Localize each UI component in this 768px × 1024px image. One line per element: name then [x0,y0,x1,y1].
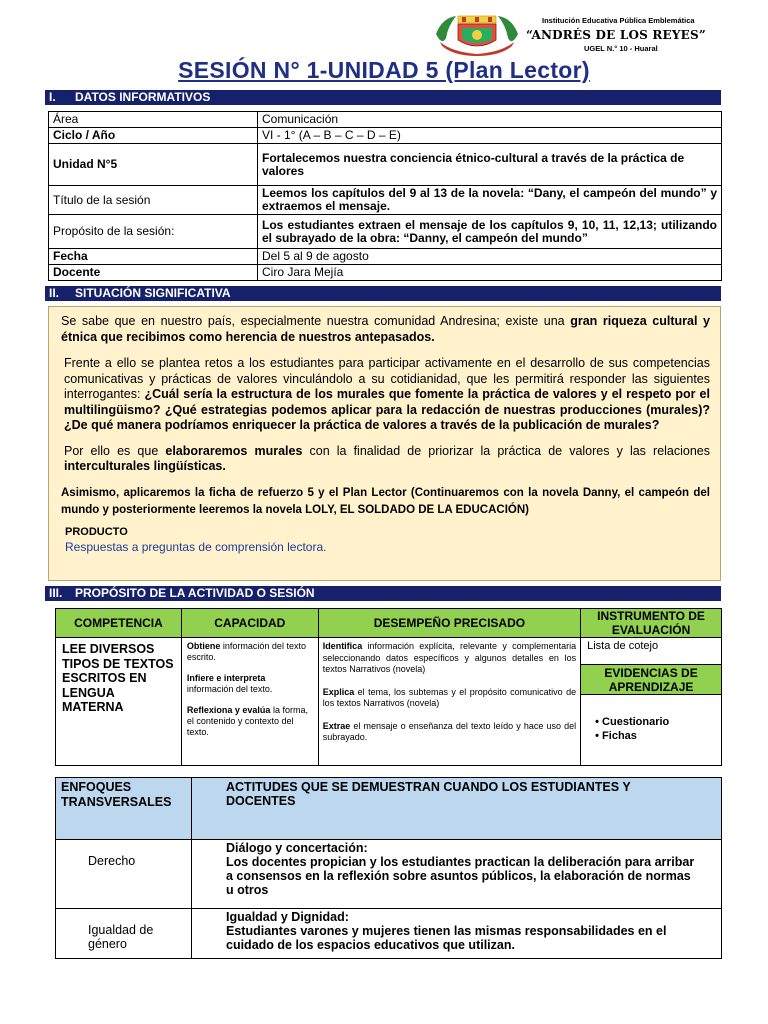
table-row [49,249,722,265]
fecha-value: Del 5 al 9 de agosto [258,249,722,265]
capacidad-item [187,673,313,695]
institution-type: Institución Educativa Pública Emblemática [542,16,695,25]
ugel-label: UGEL N.° 10 - Huaral [584,44,658,53]
situacion-significativa-box [48,306,721,581]
evidencia-text: Fichas [602,730,637,742]
desempeno-cell [318,638,580,766]
unidad-label: Unidad N°5 [49,144,258,186]
enfoque-name: Igualdad de género [56,909,192,959]
list-item [595,715,721,729]
text-run-bold: Identifica [322,641,363,651]
text-run: información del texto. [186,684,273,694]
text-run-bold: interculturales lingüísticas. [64,459,226,473]
text-run: la forma, el contenido y contexto del texto. [186,705,308,737]
evidencias-list [581,695,721,765]
section-header-proposito [45,586,721,601]
evidencia-text: Cuestionario [602,716,670,728]
area-label: Área [49,112,258,128]
section-label: SITUACIÓN SIGNIFICATIVA [75,286,231,300]
section-header-datos [45,90,721,105]
bullet-icon: • [595,730,603,742]
titulo-label: Título de la sesión [49,186,258,215]
section-number: II. [49,286,60,300]
text-run-bold: Explica [322,686,355,697]
text-run: Se sabe que en nuestro país, especialmente nuestra comunidad Andresina; existe una [61,314,571,328]
section-label: PROPÓSITO DE LA ACTIVIDAD O SESIÓN [75,586,315,600]
text-run: información explícita, relevante y complementaria seleccionando datos específicos y algunos detalles en los textos Narrativos (novela) [322,641,577,674]
table-header-row [56,609,722,638]
datos-informativos-table [48,111,722,281]
table-row [49,215,722,249]
docente-value: Ciro Jara Mejía [258,265,722,281]
actitud-text: Los docentes propician y los estudiantes practican la deliberación para arribar a consensos en la reflexión sobre asuntos públicos, la elaboración de normas u otros [226,855,695,897]
actitud-text: Estudiantes varones y mujeres tienen las mismas responsabilidades en el cuidado de los espacios educativos que utilizan. [226,924,667,952]
instrumento-value: Lista de cotejo [581,638,721,665]
situacion-paragraph [61,356,710,434]
table-row [56,840,722,909]
text-run: información del texto escrito. [186,641,306,662]
table-header-row [56,778,722,840]
table-row [56,909,722,959]
capacidad-item [187,641,313,663]
section-number: I. [49,90,56,104]
proposito-label: Propósito de la sesión: [49,215,258,249]
section-number: III. [49,586,63,600]
area-value: Comunicación [258,112,722,128]
text-run-bold: Extrae [322,720,351,731]
producto-label: PRODUCTO [65,525,128,538]
section-label: DATOS INFORMATIVOS [75,90,211,104]
unidad-value: Fortalecemos nuestra conciencia étnico-cultural a través de la práctica de valores [258,144,722,186]
bullet-icon: • [595,716,603,728]
evidencias-label: EVIDENCIAS DE APRENDIZAJE [581,665,721,695]
proposito-table [55,608,722,766]
desempeno-item [323,721,576,744]
capacidad-cell [181,638,318,766]
institution-name: “ANDRÉS DE LOS REYES” [526,28,706,42]
enfoques-header [56,778,192,840]
column-header-capacidad: CAPACIDAD [181,609,318,638]
column-header-instrumento: INSTRUMENTO DE EVALUACIÓN [581,609,722,638]
instrumento-cell [581,638,722,766]
section-header-situacion [45,286,721,301]
titulo-value: Leemos los capítulos del 9 al 13 de la novela: “Dany, el campeón del mundo” y extraemos el mensaje. [258,186,722,215]
table-row [56,638,722,766]
page-title: SESIÓN N° 1-UNIDAD 5 (Plan Lector) [178,57,590,83]
text-run-bold: gran riqueza cultural y étnica que recibimos como herencia de nuestros antepasados. [61,314,710,344]
page-header [0,0,768,92]
desempeno-item [323,687,576,710]
proposito-value: Los estudiantes extraen el mensaje de los capítulos 9, 10, 11, 12,13; utilizando el subrayado de la obra: “Danny, el campeón del mundo” [258,215,722,249]
text-run-bold: Reflexiona y evalúa [186,705,271,715]
ciclo-value: VI - 1° (A – B – C – D – E) [258,128,722,144]
column-header-competencia: COMPETENCIA [56,609,182,638]
text-run-bold: Obtiene [186,641,221,651]
list-item [595,729,721,743]
table-row [49,112,722,128]
table-row [49,128,722,144]
text-run: el tema, los subtemas y el propósito comunicativo de los textos Narrativos (novela) [322,686,577,708]
situacion-paragraph: Asimismo, aplicaremos la ficha de refuerzo 5 y el Plan Lector (Continuaremos con la novela Danny, el campeón del mundo y posteriormente leeremos la novela LOLY, EL SOLDADO DE LA EDUCACIÓN) [61,486,710,516]
capacidad-item [187,705,313,738]
text-run: Frente a ello se plantea retos a los estudiantes para participar activamente en el desarrollo de sus competencias comunicativas y prácticas de valores vinculándolo a su cotidianidad, que les permitirá responder las siguientes interrogantes: [64,356,710,401]
column-header-desempeno: DESEMPEÑO PRECISADO [318,609,580,638]
actitud-title: Diálogo y concertación: [226,841,368,855]
text-run: Por ello es que [64,443,166,458]
enfoques-table [55,777,722,959]
situacion-paragraph [61,444,710,475]
table-row [49,144,722,186]
competencia-cell: LEE DIVERSOS TIPOS DE TEXTOS ESCRITOS EN LENGUA MATERNA [56,638,182,766]
producto-value: Respuestas a preguntas de comprensión lectora. [65,540,327,554]
enfoques-header-text: ENFOQUES TRANSVERSALES [61,780,172,809]
enfoque-actitud [192,840,722,909]
enfoque-name: Derecho [56,840,192,909]
text-run: el mensaje o enseñanza del texto leído y hace uso del subrayado. [322,720,577,742]
text-run-bold: elaboraremos murales [165,443,303,458]
enfoque-actitud [192,909,722,959]
situacion-paragraph [61,314,710,345]
text-run-bold: Infiere e interpreta [186,673,266,683]
desempeno-item [323,641,576,676]
ciclo-label: Ciclo / Año [49,128,258,144]
table-row [49,186,722,215]
school-crest-logo [432,12,522,56]
docente-label: Docente [49,265,258,281]
actitud-title: Igualdad y Dignidad: [226,910,349,924]
text-run-bold: ¿Cuál sería la estructura de los murales que fomente la práctica de valores y el respeto por el multilingüismo? ¿Qué estrategias podemos aplicar para la redacción de nuestras producciones (murales)? ¿De qué manera podríamos enriquecer la práctica de valores a través de la publicación de murales? [64,387,710,432]
table-row [49,265,722,281]
fecha-label: Fecha [49,249,258,265]
text-run: con la finalidad de priorizar la práctica de valores y las relaciones [302,443,711,458]
actitudes-header: ACTITUDES QUE SE DEMUESTRAN CUANDO LOS ESTUDIANTES Y DOCENTES [192,778,722,840]
